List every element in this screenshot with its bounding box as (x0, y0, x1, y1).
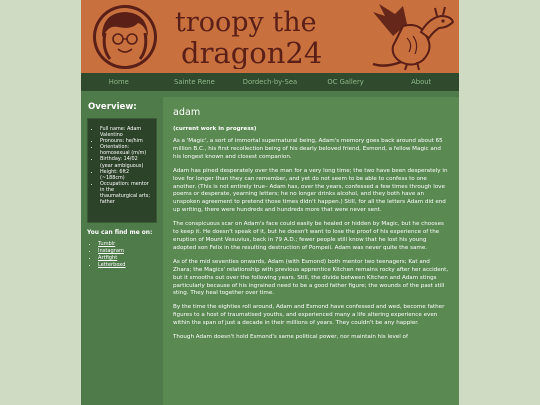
nav-dordech-by-sea[interactable]: Dordech-by-Sea (242, 78, 298, 86)
overview-item: • Pronouns: he/him (100, 138, 152, 144)
nav-about[interactable]: About (411, 78, 432, 86)
content-paragraph: As of the mid seventies onwards, Adam (with Esmond) both mentor two teenagers; Kat and Zhara; the Magics' relationship with previous apprentice Kitchen remains rocky after her accident, but it smooths out over the following years. Still, the divide between Kitchen and Adam stings particularly because of his ingrained need to be a good father figure; the wounds of the past still sting. They heal together over time. (173, 258, 449, 297)
wip-note: (current work in progress) (173, 126, 257, 132)
banner-title (173, 3, 353, 69)
nav-oc-gallery[interactable]: OC Gallery (327, 78, 364, 86)
overview-item: • Full name: Adam Valentino (100, 126, 152, 138)
find-me-title: You can find me on: (87, 230, 153, 236)
link-artfight[interactable]: Artfight (98, 255, 118, 261)
social-link-item (98, 262, 161, 269)
sidebar (83, 97, 161, 405)
overview-item: • Birthday: 14/02 (year ambiguous) (100, 156, 152, 168)
social-link-item (98, 255, 161, 262)
overview-item: • Height: 6ft2 (~188cm) (100, 169, 152, 181)
social-link-item (98, 248, 161, 255)
banner-title-line2: dragon24 (181, 36, 323, 69)
overview-item: • Occupation: mentor in the thaumaturgical arts; father (100, 181, 152, 205)
overview-item: • Orientation: homosexual (m/m) (100, 144, 152, 156)
banner-title-art (173, 3, 353, 69)
nav-sainte-rene[interactable]: Sainte Rene (174, 78, 215, 86)
social-links (83, 241, 161, 269)
content-paragraph: As a 'Magic', a sort of immortal supernatural being, Adam's memory goes back around about 65 million B.C., his first recollection being of his dearly beloved friend, Esmond, a fellow Magic and his longest known and closest companion. (173, 138, 443, 160)
overview-title: Overview: (88, 102, 137, 112)
main-nav (81, 73, 459, 91)
content-paragraph: Adam has pined desperately over the man for a very long time; the two have been desperately in love for longer than they can remember, and yet do not seem to be able to confess to one another. (This is not entirely true– Adam has, over the years, confessed a few times through love poems or desperate, yearning letters; he no longer drinks alcohol, and they both have an unspoken agreement to pretend those times didn't happen.) Still, for all the letters Adam did end up writing, there were hundreds and hundreds more that were never sent. (173, 167, 448, 214)
social-link-item (98, 241, 161, 248)
content-paragraph: The conspicuous scar on Adam's face could easily be healed or hidden by Magic, but he chooses to keep it. He doesn't speak of it, but he doesn't want to lose the proof of his experience of the eruption of Mount Vesuvius, back in 79 A.D.; fewer people still know that he lost his young adopted son Felix in the resulting destruction of Pompeii. Adam was never quite the same. (173, 221, 444, 251)
main-content (163, 97, 459, 405)
link-letterboxd[interactable]: Letterboxd (98, 262, 126, 268)
site-banner (81, 0, 459, 73)
content-paragraph: By the time the eighties roll around, Adam and Esmond have confessed and wed, become father figures to a host of traumatised youths, and experienced many a life altering experience even within the span of just a decade in their millions of years. They couldn't be any happier. (173, 304, 445, 327)
link-tumblr[interactable]: Tumblr (98, 241, 116, 247)
site-wrapper (81, 0, 459, 405)
page-title: adam (173, 107, 201, 118)
overview-list (92, 126, 152, 205)
avatar-icon (88, 3, 162, 71)
dragon-icon (363, 2, 457, 72)
banner-title-line1: troopy the (175, 7, 317, 38)
link-instagram[interactable]: Instagram (98, 248, 124, 254)
overview-box (87, 118, 157, 223)
nav-home[interactable]: Home (108, 78, 129, 86)
content-paragraph: Though Adam doesn't hold Esmond's same political power, nor maintain his level of (173, 334, 408, 341)
